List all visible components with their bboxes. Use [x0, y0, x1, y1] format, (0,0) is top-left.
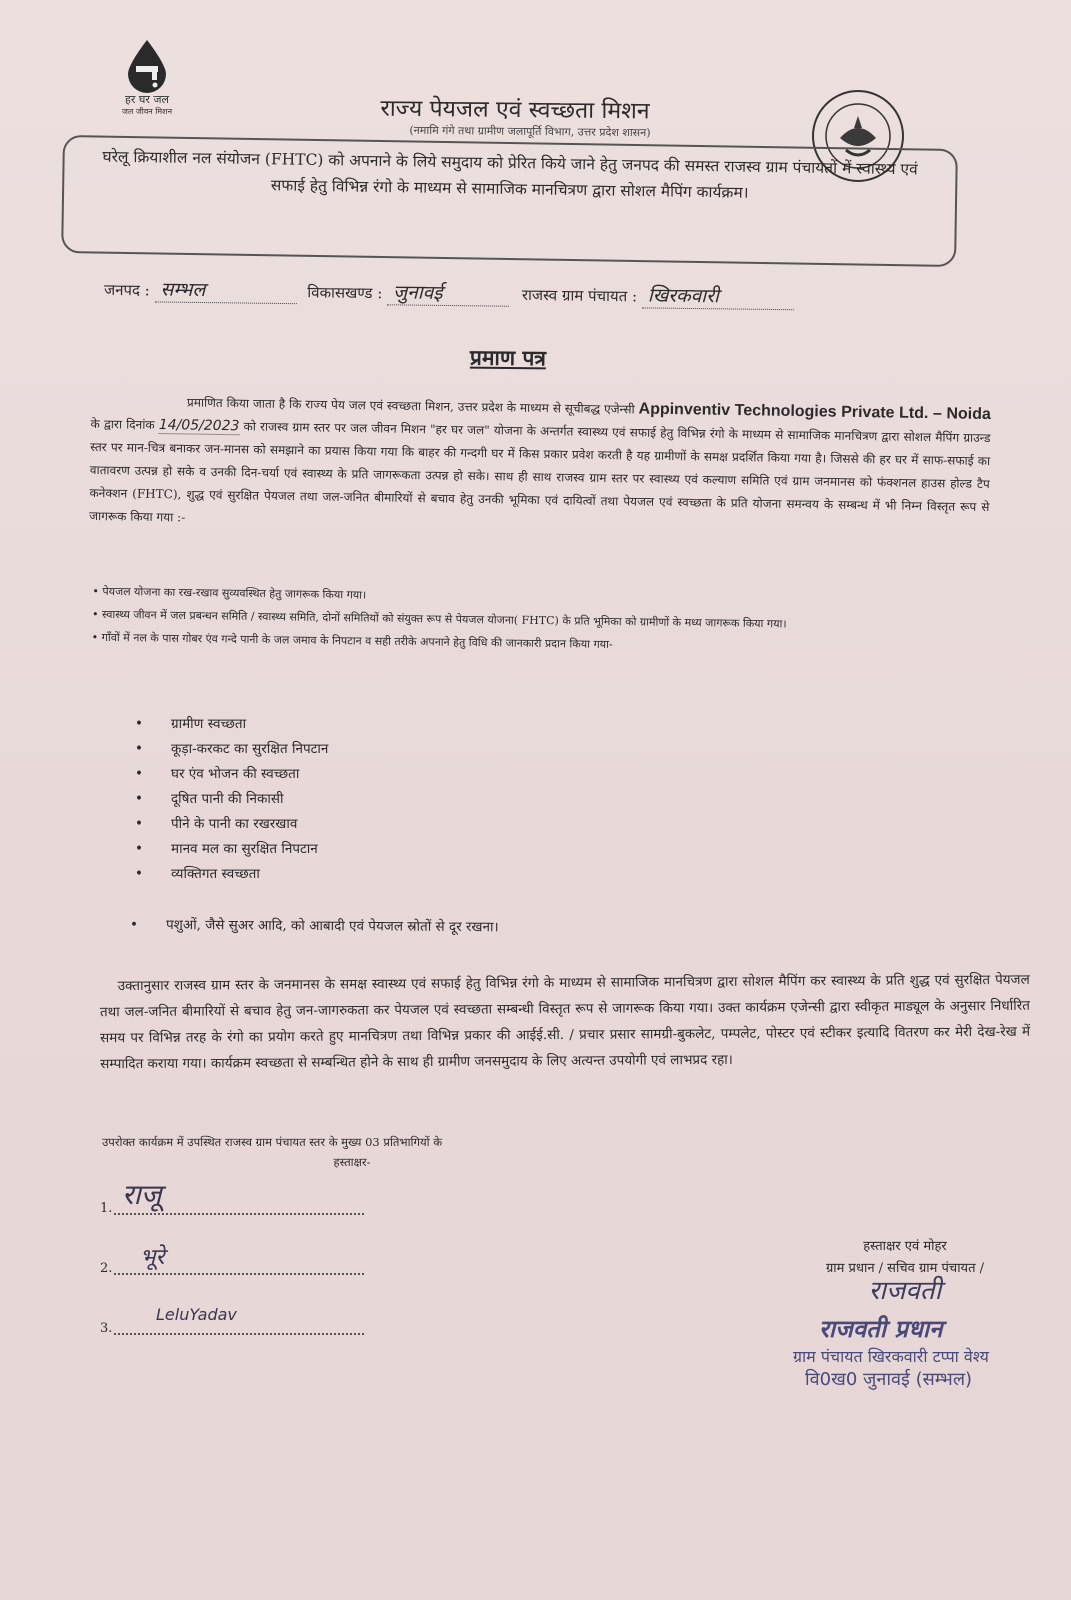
location-fields: [104, 275, 954, 312]
signer-signature: LeluYadav: [156, 1305, 237, 1324]
authority-line-2: ग्राम प्रधान / सचिव ग्राम पंचायत /: [825, 1261, 985, 1276]
awareness-bullets: [92, 580, 993, 662]
program-banner: घरेलू क्रियाशील नल संयोजन (FHTC) को अपनाने के लिये समुदाय को प्रेरित किये जाने हेतु जनपद की समस्त राजस्व ग्राम पंचायतों में स्वास्थ्य एवं सफाई हेतु विभिन्न रंगो के माध्यम से सामाजिक मानचित्रण द्वारा सोशल मैपिंग कार्यक्रम।: [61, 135, 958, 267]
participants-intro: उपरोक्त कार्यक्रम में उपस्थित राजस्व ग्राम पंचायत स्तर के मुख्य 03 प्रतिभागियों के: [102, 1135, 443, 1149]
stamp-line-2: वि0ख0 जुनावई (सम्भल): [805, 1369, 973, 1390]
signer-number: 3.: [100, 1321, 113, 1336]
logo-caption-2: जल जीवन मिशन: [121, 107, 173, 116]
signature-label: हस्ताक्षर-: [333, 1155, 371, 1169]
topic-item: • घर एंव भोजन की स्वच्छता: [135, 762, 328, 787]
block-label: विकासखण्ड :: [307, 283, 383, 303]
district-label: जनपद :: [103, 280, 150, 300]
authority-block: [760, 1236, 1050, 1306]
program-date: 14/05/2023: [158, 417, 240, 435]
bullet-item: • स्वास्थ्य जीवन में जल प्रबन्धन समिति / स्वास्थ्य समिति, दोनों समितियों को संयुक्त रूप से पेयजल योजना( FHTC) के प्रति भूमिका को ग्रामीणों के मध्य जागरूक किया गया।: [92, 603, 992, 639]
certificate-paragraph: [89, 389, 991, 542]
extra-topic: • पशुओं, जैसे सुअर आदि, को आबादी एवं पेयजल स्रोतों से दूर रखना।: [130, 915, 499, 936]
signer-number: 2.: [100, 1261, 113, 1276]
mission-title: राज्य पेयजल एवं स्वच्छता मिशन: [380, 95, 650, 125]
participants-intro-block: [102, 1132, 602, 1172]
authority-line-1: हस्ताक्षर एवं मोहर: [863, 1239, 947, 1254]
district-value: सम्भल: [154, 275, 296, 304]
certificate-intro: प्रमाणित किया जाता है कि राज्य पेय जल एवं स्वच्छता मिशन, उत्तर प्रदेश के माध्यम से सूचीबद्ध एजेन्सी: [186, 395, 635, 417]
conclusion-paragraph: उक्तानुसार राजस्व ग्राम स्तर के जनमानस के समक्ष स्वास्थ्य एवं सफाई हेतु विभिन्न रंगो के माध्यम से सामाजिक मानचित्रण द्वारा सोशल मैपिंग कर स्वास्थ्य के प्रति शुद्ध एवं सुरक्षित पेयजल तथा जल-जनित बीमारियों से बचाव हेतु जन-जागरुकता कर पेयजल एवं स्वच्छता सम्बन्धी विस्तृत रूप से जागरूक किया गया। उक्त कार्यक्रम एजेन्सी द्वारा स्वीकृत माड्यूल के अनुसार निर्धारित समय पर विभिन्न तरह के रंगो का प्रयोग करते हुए मानचित्रण तथा विभिन्न प्रकार की आईई.सी. / प्रचार प्रसार सामग्री-बुकलेट, पम्पलेट, पोस्टर एवं स्टीकर इत्यादि वितरण कर मेरी देख-रेख में सम्पादित कराया गया। कार्यक्रम स्वच्छता से सम्बन्धित होने के साथ ही ग्रामीण जनसमुदाय के लिए अत्यन्त उपयोगी एवं लाभप्रद रहा।: [99, 971, 1031, 1073]
stamp-line-1: ग्राम पंचायत खिरकवारी टप्पा वेश्य: [793, 1347, 989, 1366]
bullet-item: • गाँवों में नल के पास गोबर एंव गन्दे पानी के जल जमाव के निपटान व सही तरीके अपनाने हेतु विधि की जानकारी प्रदान किया गया-: [92, 626, 992, 662]
mission-subtitle: (नमामि गंगे तथा ग्रामीण जलापूर्ति विभाग, उत्तर प्रदेश शासन): [409, 123, 651, 140]
by-date-text: के द्वारा दिनांक: [90, 416, 155, 432]
logo-caption-1: हर घर जल: [125, 93, 169, 106]
jal-jeevan-logo: [102, 38, 192, 118]
topic-item: • मानव मल का सुरक्षित निपटान: [135, 837, 328, 862]
topic-item: • दूषित पानी की निकासी: [135, 787, 328, 812]
official-stamp: [793, 1312, 1065, 1391]
block-value: जुनावई: [387, 278, 509, 306]
topic-item: • पीने के पानी का रखरखाव: [135, 812, 328, 837]
signer-signature: भूरे: [140, 1245, 165, 1270]
panchayat-value: खिरकवारी: [642, 281, 794, 310]
topic-item: • व्यक्तिगत स्वच्छता: [135, 862, 328, 887]
certificate-heading: प्रमाण पत्र: [469, 344, 547, 371]
topic-item: • ग्रामीण स्वच्छता: [135, 712, 328, 737]
signer-number: 1.: [100, 1201, 113, 1216]
bullet-item: • पेयजल योजना का रख-रखाव सुव्यवस्थित हेतु जागरूक किया गया।: [92, 580, 992, 616]
agency-name: Appinventiv Technologies Private Ltd. – Noida: [638, 400, 991, 424]
panchayat-label: राजस्व ग्राम पंचायत :: [521, 285, 638, 306]
sanitation-topics: [135, 712, 328, 887]
pradhan-signature: राजवती: [868, 1276, 942, 1306]
topic-item: • कूड़ा-करकट का सुरक्षित निपटान: [135, 737, 328, 762]
certificate-body: को राजस्व ग्राम स्तर पर जल जीवन मिशन "हर घर जल" योजना के अन्तर्गत स्वास्थ्य एवं सफाई हेतु विभिन्न रंगो के माध्यम से सामाजिक मानचित्रण द्वारा सोशल मैपिंग ग्राउन्ड स्तर पर मान-चित्र बनाकर जन-मानस को समझाने का प्रयास किया गया कि बाहर की गन्दगी घर में किस प्रकार प्रवेश करती है यह ग्रामीणों के समक्ष प्रदर्शित किया गया है। जिससे की हर घर में साफ-सफाई का वातावरण उत्पन्न हो सके व उनकी दिन-चर्या एवं स्वास्थ्य के प्रति जागरूकता उत्पन्न हो सके। साथ ही साथ राजस्व ग्राम स्तर पर स्वास्थ्य एवं कल्याण समिति एवं ग्राम जनमानस को फंक्शनल हाउस होल्ड टैप कनेक्शन (FHTC), शुद्ध एवं सुरक्षित पेयजल तथा जल-जनित बीमारियों से बचाव हेतु उनकी भूमिका एवं दायित्वों तथा पेयजल एवं स्वच्छता के प्रति योजना समन्वय के सम्बन्ध में भी निम्न विस्तृत रूप से जागरूक किया गया :-: [89, 419, 991, 525]
stamp-name: राजवती प्रधान: [819, 1315, 943, 1343]
water-drop-tap-icon: [122, 38, 172, 94]
signer-signature: राजू: [122, 1178, 162, 1211]
